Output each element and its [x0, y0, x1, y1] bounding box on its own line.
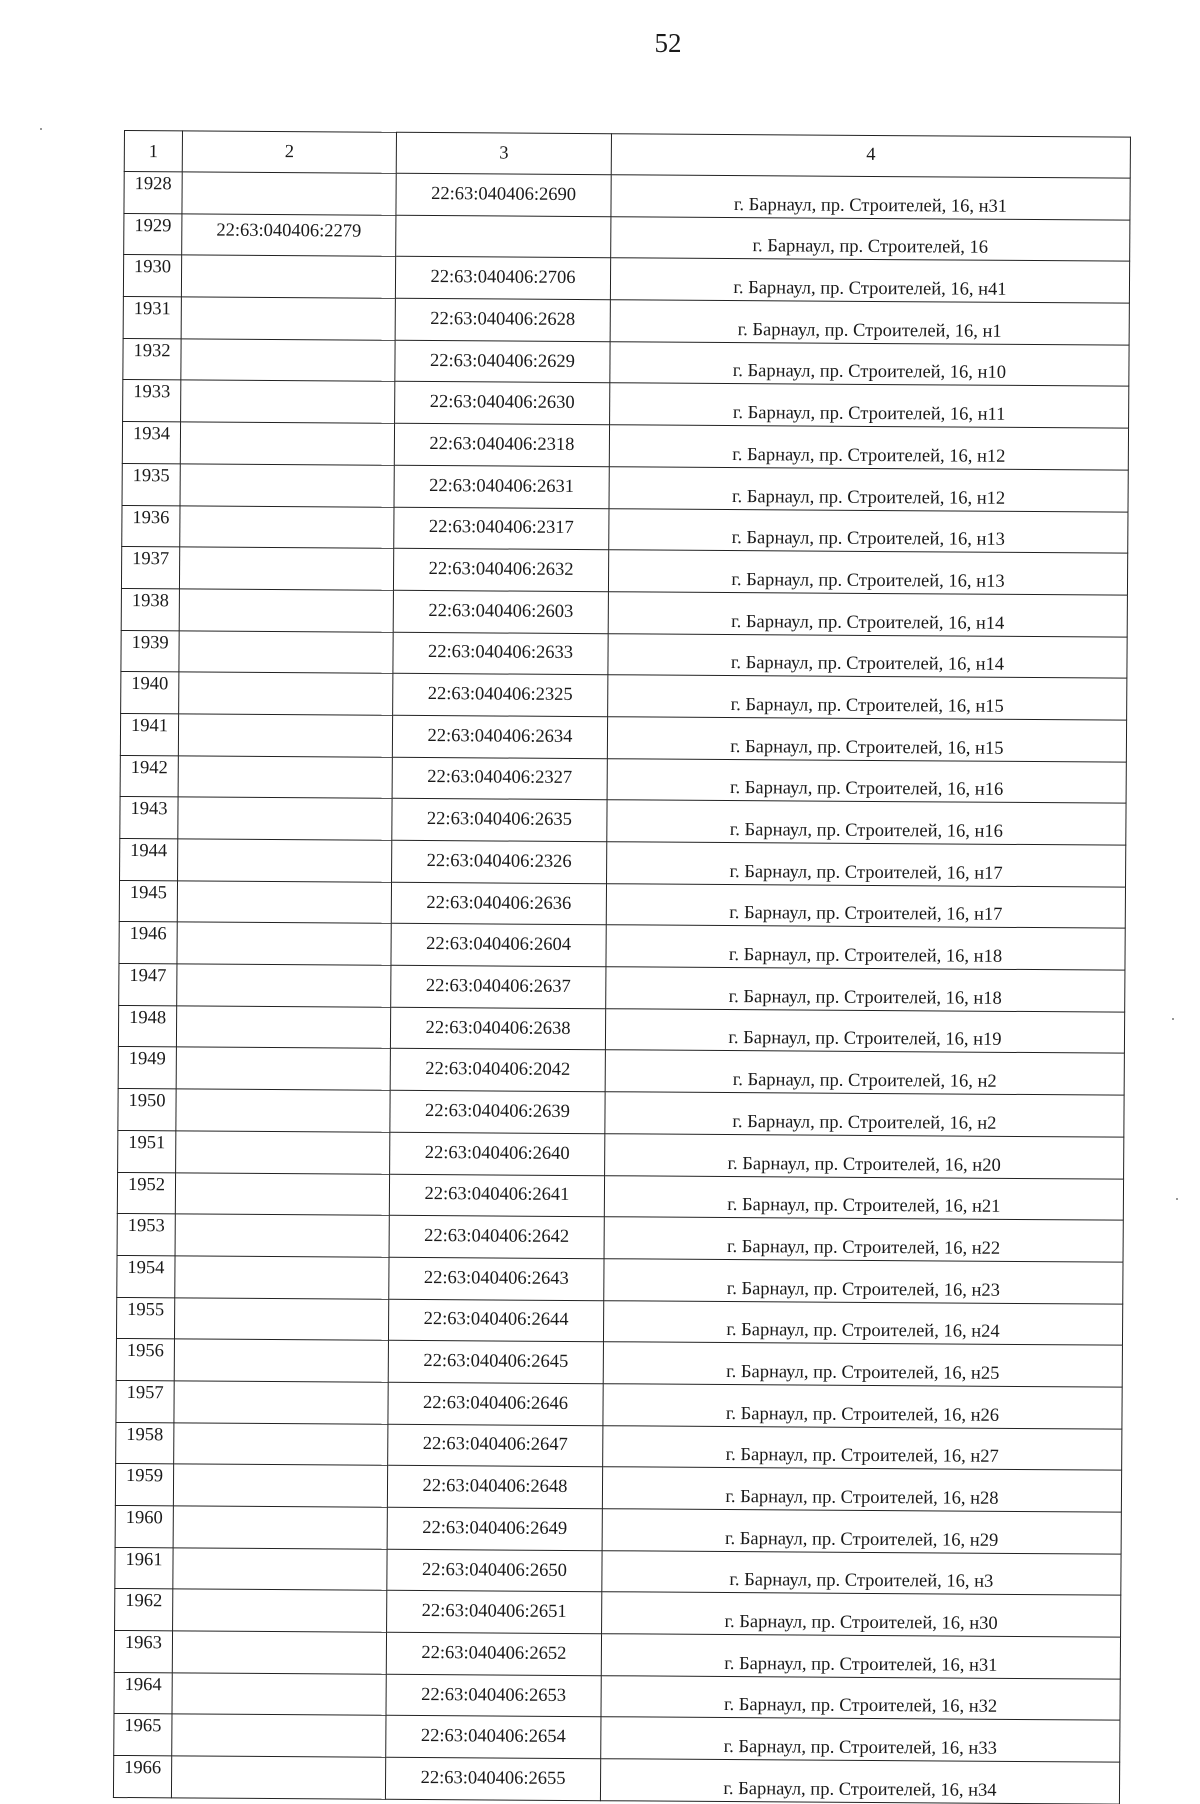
- address-cell: г. Барнаул, пр. Строителей, 16, н24: [603, 1300, 1122, 1345]
- registry-body: [113, 131, 1130, 1804]
- cadastral-number-cell-2: [181, 380, 395, 423]
- address-cell: г. Барнаул, пр. Строителей, 16, н1: [610, 300, 1129, 345]
- address-cell: г. Барнаул, пр. Строителей, 16, н10: [610, 341, 1129, 386]
- cadastral-number-cell-2: [172, 1673, 386, 1716]
- address-cell: г. Барнаул, пр. Строителей, 16, н20: [605, 1134, 1124, 1179]
- cadastral-number-cell-2: [179, 672, 393, 715]
- address-cell: г. Барнаул, пр. Строителей, 16, н15: [607, 717, 1126, 762]
- cadastral-number-cell-2: [180, 505, 394, 548]
- row-number-cell: 1958: [116, 1422, 174, 1464]
- cadastral-number-cell-2: [179, 547, 393, 590]
- table-row: [118, 1005, 1124, 1053]
- cadastral-number-cell-2: [181, 339, 395, 382]
- table-row: [122, 422, 1128, 470]
- header-cell-2: 2: [182, 131, 396, 173]
- cadastral-number-cell-3: 22:63:040406:2644: [388, 1299, 603, 1342]
- cadastral-number-cell-2: [178, 755, 392, 798]
- row-number-cell: 1960: [115, 1505, 173, 1547]
- cadastral-number-cell-2: [176, 1089, 390, 1132]
- table-row: [117, 1214, 1123, 1262]
- table-row: [123, 338, 1129, 386]
- cadastral-number-cell-2: [172, 1631, 386, 1674]
- cadastral-number-cell-3: 22:63:040406:2652: [386, 1632, 601, 1675]
- table-row: [114, 1631, 1120, 1679]
- cadastral-number-cell-2: [175, 1256, 389, 1299]
- table-row: [115, 1547, 1121, 1595]
- row-number-cell: 1966: [113, 1756, 171, 1798]
- cadastral-number-cell-3: 22:63:040406:2690: [396, 173, 611, 216]
- address-cell: г. Барнаул, пр. Строителей, 16, н28: [602, 1467, 1121, 1512]
- cadastral-number-cell-3: 22:63:040406:2630: [395, 382, 610, 425]
- address-cell: г. Барнаул, пр. Строителей, 16, н19: [605, 1008, 1124, 1053]
- cadastral-number-cell-3: 22:63:040406:2646: [388, 1382, 603, 1425]
- row-number-cell: 1933: [123, 380, 181, 422]
- cadastral-number-cell-2: [177, 881, 391, 924]
- cadastral-number-cell-3: 22:63:040406:2318: [394, 423, 609, 466]
- address-cell: г. Барнаул, пр. Строителей, 16, н12: [609, 425, 1128, 470]
- address-cell: г. Барнаул, пр. Строителей, 16, н17: [607, 842, 1126, 887]
- cadastral-number-cell-3: 22:63:040406:2631: [394, 465, 609, 508]
- cadastral-number-cell-3: 22:63:040406:2640: [390, 1132, 605, 1175]
- cadastral-number-cell-3: 22:63:040406:2629: [395, 340, 610, 383]
- table-row: [115, 1589, 1121, 1637]
- cadastral-number-cell-3: 22:63:040406:2654: [386, 1716, 601, 1759]
- cadastral-number-cell-3: 22:63:040406:2637: [391, 965, 606, 1008]
- cadastral-number-cell-3: 22:63:040406:2603: [393, 590, 608, 633]
- cadastral-number-cell-3: 22:63:040406:2634: [392, 715, 607, 758]
- address-cell: г. Барнаул, пр. Строителей, 16, н41: [610, 258, 1129, 303]
- table-row: [124, 172, 1130, 220]
- cadastral-number-cell-2: [180, 464, 394, 507]
- cadastral-number-cell-3: 22:63:040406:2628: [395, 298, 610, 341]
- cadastral-number-cell-2: [181, 255, 395, 298]
- table-row: [116, 1422, 1122, 1470]
- table-row: [123, 255, 1129, 303]
- table-row: [121, 630, 1127, 678]
- address-cell: г. Барнаул, пр. Строителей, 16, н25: [603, 1342, 1122, 1387]
- table-row: [119, 922, 1125, 970]
- row-number-cell: 1953: [117, 1214, 175, 1256]
- cadastral-number-cell-3: 22:63:040406:2042: [390, 1049, 605, 1092]
- cadastral-number-cell-3: 22:63:040406:2706: [395, 257, 610, 300]
- address-cell: г. Барнаул, пр. Строителей, 16, н26: [603, 1384, 1122, 1429]
- row-number-cell: 1949: [118, 1047, 176, 1089]
- table-row: [117, 1255, 1123, 1303]
- row-number-cell: 1952: [117, 1172, 175, 1214]
- row-number-cell: 1942: [120, 755, 178, 797]
- row-number-cell: 1943: [120, 797, 178, 839]
- table-row: [118, 1047, 1124, 1095]
- address-cell: г. Барнаул, пр. Строителей, 16, н14: [608, 592, 1127, 637]
- cadastral-number-cell-2: [173, 1506, 387, 1549]
- row-number-cell: 1954: [117, 1255, 175, 1297]
- row-number-cell: 1962: [115, 1589, 173, 1631]
- cadastral-number-cell-2: [174, 1297, 388, 1340]
- table-row: [116, 1339, 1122, 1387]
- cadastral-number-cell-2: 22:63:040406:2279: [182, 214, 396, 257]
- cadastral-number-cell-3: 22:63:040406:2638: [390, 1007, 605, 1050]
- row-number-cell: 1957: [116, 1380, 174, 1422]
- address-cell: г. Барнаул, пр. Строителей, 16, н2: [605, 1092, 1124, 1137]
- cadastral-number-cell-2: [180, 422, 394, 465]
- cadastral-number-cell-2: [173, 1548, 387, 1591]
- registry-table: [113, 130, 1131, 1804]
- address-cell: г. Барнаул, пр. Строителей, 16, н27: [603, 1425, 1122, 1470]
- cadastral-number-cell-2: [173, 1464, 387, 1507]
- row-number-cell: 1950: [118, 1089, 176, 1131]
- address-cell: г. Барнаул, пр. Строителей, 16, н29: [602, 1509, 1121, 1554]
- row-number-cell: 1951: [118, 1130, 176, 1172]
- cadastral-number-cell-3: 22:63:040406:2317: [394, 507, 609, 550]
- table-row: [116, 1297, 1122, 1345]
- scan-speck: [1172, 1018, 1174, 1020]
- row-number-cell: 1938: [121, 588, 179, 630]
- row-number-cell: 1935: [122, 463, 180, 505]
- cadastral-number-cell-2: [176, 1047, 390, 1090]
- table-row: [115, 1464, 1121, 1512]
- row-number-cell: 1929: [124, 213, 182, 255]
- row-number-cell: 1948: [118, 1005, 176, 1047]
- cadastral-number-cell-2: [176, 1131, 390, 1174]
- row-number-cell: 1928: [124, 172, 182, 214]
- table-row: [122, 505, 1128, 553]
- address-cell: г. Барнаул, пр. Строителей, 16, н16: [607, 800, 1126, 845]
- cadastral-number-cell-3: 22:63:040406:2327: [392, 757, 607, 800]
- table-row: [119, 880, 1125, 928]
- address-cell: г. Барнаул, пр. Строителей, 16, н21: [604, 1175, 1123, 1220]
- address-cell: г. Барнаул, пр. Строителей, 16: [611, 216, 1130, 261]
- table-row: [122, 463, 1128, 511]
- cadastral-number-cell-3: 22:63:040406:2648: [387, 1466, 602, 1509]
- cadastral-number-cell-2: [172, 1714, 386, 1757]
- cadastral-number-cell-2: [178, 714, 392, 757]
- address-cell: г. Барнаул, пр. Строителей, 16, н13: [608, 550, 1127, 595]
- table-row: [120, 838, 1126, 886]
- cadastral-number-cell-3: 22:63:040406:2645: [388, 1341, 603, 1384]
- cadastral-number-cell-2: [179, 589, 393, 632]
- table-row: [118, 1130, 1124, 1178]
- table-row: [115, 1505, 1121, 1553]
- table-row: [124, 213, 1130, 261]
- address-cell: г. Барнаул, пр. Строителей, 16, н30: [602, 1592, 1121, 1637]
- cadastral-number-cell-2: [175, 1214, 389, 1257]
- row-number-cell: 1934: [122, 422, 180, 464]
- table-row: [121, 547, 1127, 595]
- row-number-cell: 1963: [114, 1631, 172, 1673]
- row-number-cell: 1941: [120, 713, 178, 755]
- table-row: [123, 380, 1129, 428]
- row-number-cell: 1939: [121, 630, 179, 672]
- cadastral-number-cell-3: 22:63:040406:2647: [388, 1424, 603, 1467]
- address-cell: г. Барнаул, пр. Строителей, 16, н15: [608, 675, 1127, 720]
- row-number-cell: 1965: [114, 1714, 172, 1756]
- cadastral-number-cell-2: [181, 297, 395, 340]
- row-number-cell: 1944: [120, 838, 178, 880]
- cadastral-number-cell-3: 22:63:040406:2636: [391, 882, 606, 925]
- address-cell: г. Барнаул, пр. Строителей, 16, н16: [607, 758, 1126, 803]
- cadastral-number-cell-2: [178, 839, 392, 882]
- address-cell: г. Барнаул, пр. Строителей, 16, н14: [608, 633, 1127, 678]
- row-number-cell: 1956: [116, 1339, 174, 1381]
- cadastral-number-cell-3: 22:63:040406:2635: [392, 799, 607, 842]
- cadastral-number-cell-2: [177, 964, 391, 1007]
- table-row: [120, 797, 1126, 845]
- address-cell: г. Барнаул, пр. Строителей, 16, н31: [601, 1634, 1120, 1679]
- address-cell: г. Барнаул, пр. Строителей, 16, н18: [606, 967, 1125, 1012]
- row-number-cell: 1931: [123, 297, 181, 339]
- table-row: [118, 1089, 1124, 1137]
- address-cell: г. Барнаул, пр. Строителей, 16, н34: [600, 1759, 1119, 1804]
- table-row: [116, 1380, 1122, 1428]
- scan-speck: [1176, 1198, 1178, 1200]
- row-number-cell: 1964: [114, 1672, 172, 1714]
- row-number-cell: 1959: [115, 1464, 173, 1506]
- cadastral-number-cell-3: 22:63:040406:2642: [389, 1215, 604, 1258]
- address-cell: г. Барнаул, пр. Строителей, 16, н23: [604, 1259, 1123, 1304]
- table-row: [123, 297, 1129, 345]
- cadastral-number-cell-2: [174, 1422, 388, 1465]
- table-row: [117, 1172, 1123, 1220]
- cadastral-number-cell-3: 22:63:040406:2632: [393, 548, 608, 591]
- cadastral-number-cell-2: [175, 1172, 389, 1215]
- row-number-cell: 1932: [123, 338, 181, 380]
- address-cell: г. Барнаул, пр. Строителей, 16, н32: [601, 1675, 1120, 1720]
- address-cell: г. Барнаул, пр. Строителей, 16, н3: [602, 1550, 1121, 1595]
- cadastral-number-cell-3: 22:63:040406:2649: [387, 1507, 602, 1550]
- cadastral-number-cell-3: 22:63:040406:2653: [386, 1674, 601, 1717]
- header-cell-1: 1: [124, 131, 182, 172]
- address-cell: г. Барнаул, пр. Строителей, 16, н13: [609, 508, 1128, 553]
- cadastral-number-cell-2: [174, 1339, 388, 1382]
- row-number-cell: 1940: [121, 672, 179, 714]
- cadastral-number-cell-2: [177, 922, 391, 965]
- table-row: [114, 1672, 1120, 1720]
- address-cell: г. Барнаул, пр. Строителей, 16, н22: [604, 1217, 1123, 1262]
- table-row: [121, 588, 1127, 636]
- table-row: [114, 1714, 1120, 1762]
- cadastral-number-cell-2: [182, 172, 396, 215]
- address-cell: г. Барнаул, пр. Строителей, 16, н33: [601, 1717, 1120, 1762]
- cadastral-number-cell-3: 22:63:040406:2325: [393, 674, 608, 717]
- address-cell: г. Барнаул, пр. Строителей, 16, н18: [606, 925, 1125, 970]
- header-cell-3: 3: [396, 132, 611, 174]
- scan-speck: [40, 128, 42, 130]
- cadastral-number-cell-3: [396, 215, 611, 258]
- cadastral-number-cell-3: 22:63:040406:2641: [389, 1174, 604, 1217]
- address-cell: г. Барнаул, пр. Строителей, 16, н2: [605, 1050, 1124, 1095]
- header-cell-4: 4: [611, 134, 1130, 178]
- address-cell: г. Барнаул, пр. Строителей, 16, н31: [611, 175, 1130, 220]
- row-number-cell: 1946: [119, 922, 177, 964]
- cadastral-number-cell-2: [173, 1589, 387, 1632]
- header-row: [124, 131, 1130, 179]
- cadastral-number-cell-2: [171, 1756, 385, 1799]
- row-number-cell: 1955: [116, 1297, 174, 1339]
- address-cell: г. Барнаул, пр. Строителей, 16, н17: [606, 883, 1125, 928]
- cadastral-number-cell-3: 22:63:040406:2326: [392, 840, 607, 883]
- cadastral-number-cell-2: [179, 630, 393, 673]
- address-cell: г. Барнаул, пр. Строителей, 16, н12: [609, 467, 1128, 512]
- page-number: 52: [654, 28, 682, 58]
- cadastral-number-cell-3: 22:63:040406:2651: [387, 1591, 602, 1634]
- cadastral-number-cell-3: 22:63:040406:2604: [391, 924, 606, 967]
- cadastral-number-cell-3: 22:63:040406:2655: [385, 1757, 600, 1800]
- address-cell: г. Барнаул, пр. Строителей, 16, н11: [610, 383, 1129, 428]
- cadastral-number-cell-3: 22:63:040406:2650: [387, 1549, 602, 1592]
- row-number-cell: 1930: [123, 255, 181, 297]
- cadastral-number-cell-2: [176, 1006, 390, 1049]
- cadastral-number-cell-2: [174, 1381, 388, 1424]
- row-number-cell: 1961: [115, 1547, 173, 1589]
- row-number-cell: 1936: [122, 505, 180, 547]
- cadastral-number-cell-2: [178, 797, 392, 840]
- table-row: [121, 672, 1127, 720]
- row-number-cell: 1947: [119, 964, 177, 1006]
- row-number-cell: 1945: [119, 880, 177, 922]
- cadastral-number-cell-3: 22:63:040406:2639: [390, 1090, 605, 1133]
- row-number-cell: 1937: [121, 547, 179, 589]
- table-row: [120, 713, 1126, 761]
- cadastral-number-cell-3: 22:63:040406:2633: [393, 632, 608, 675]
- table-row: [119, 964, 1125, 1012]
- table-row: [113, 1756, 1119, 1804]
- table-row: [120, 755, 1126, 803]
- cadastral-number-cell-3: 22:63:040406:2643: [389, 1257, 604, 1300]
